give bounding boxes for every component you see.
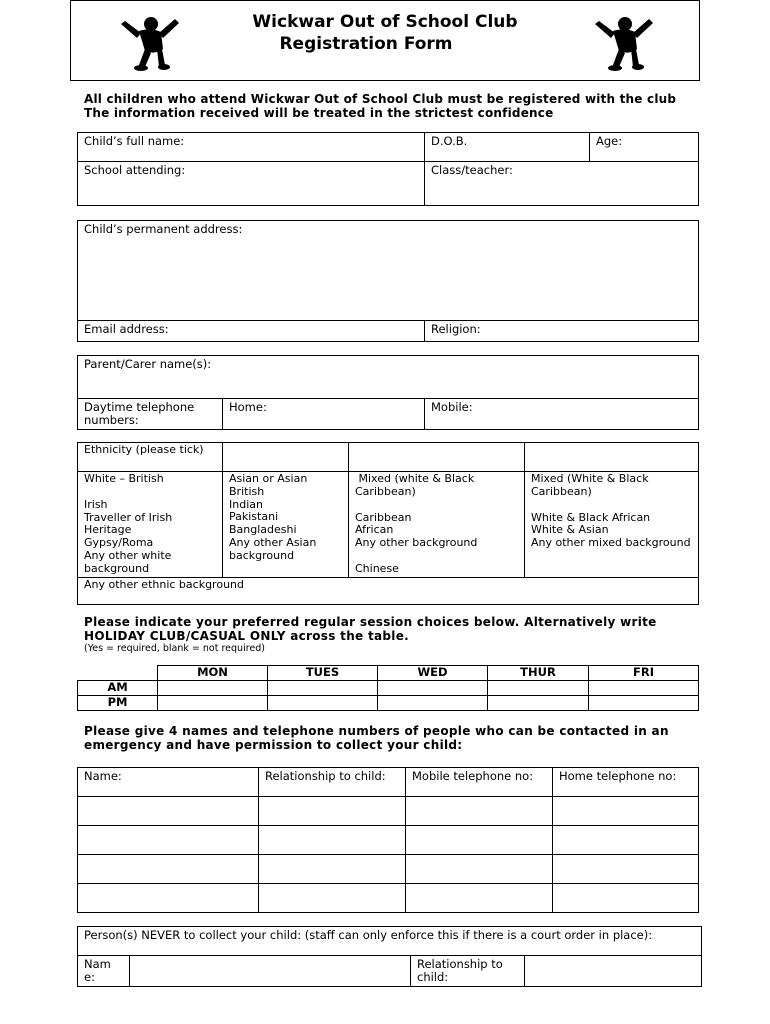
ethnicity-option[interactable]: Any other background	[355, 536, 478, 550]
contact-cell[interactable]	[78, 826, 259, 855]
ethnicity-option[interactable]: White & Asian	[531, 523, 609, 537]
session-cell[interactable]	[488, 681, 589, 696]
dob-field[interactable]: D.O.B.	[425, 133, 590, 162]
contact-cell[interactable]	[259, 884, 406, 913]
ethnicity-spacer	[355, 499, 518, 512]
ethnicity-option[interactable]: Mixed (White & Black Caribbean)	[531, 472, 649, 498]
session-cell[interactable]	[158, 696, 268, 711]
contact-cell[interactable]	[553, 884, 699, 913]
contact-cell[interactable]	[406, 884, 553, 913]
jumping-child-icon	[593, 15, 657, 75]
never-collect-name-field[interactable]	[130, 956, 411, 987]
session-cell[interactable]	[158, 681, 268, 696]
permanent-address-field[interactable]: Child’s permanent address:	[78, 221, 699, 321]
ethnicity-option[interactable]: White – British	[84, 472, 164, 485]
ethnicity-option[interactable]: African	[355, 523, 394, 537]
parent-table	[77, 355, 699, 430]
ethnicity-option[interactable]: Gypsy/Roma	[84, 536, 154, 550]
sessions-heading-line-1: Please indicate your preferred regular session choices below. Alternatively write	[84, 615, 657, 629]
contact-cell[interactable]	[78, 884, 259, 913]
ethnicity-option[interactable]: Irish	[84, 497, 108, 511]
sessions-table	[77, 665, 699, 711]
emergency-heading	[84, 724, 669, 752]
emergency-heading-line-2: emergency and have permission to collect your child:	[84, 738, 463, 752]
ethnicity-option[interactable]: Asian or Asian British	[229, 472, 308, 498]
mobile-phone-field[interactable]: Mobile:	[425, 399, 699, 430]
religion-field[interactable]: Religion:	[425, 321, 699, 342]
contact-col-header: Name:	[78, 768, 259, 797]
contact-cell[interactable]	[553, 797, 699, 826]
contact-col-header: Relationship to child:	[259, 768, 406, 797]
day-header: THUR	[488, 666, 589, 681]
contact-cell[interactable]	[259, 826, 406, 855]
session-cell[interactable]	[589, 681, 699, 696]
session-row-label: AM	[78, 681, 158, 696]
address-table	[77, 220, 699, 342]
ethnicity-option[interactable]: Any other Asian background	[229, 535, 317, 562]
ethnicity-col-3[interactable]	[349, 472, 525, 578]
ethnicity-option[interactable]: Pakistani	[229, 510, 279, 524]
home-phone-field[interactable]: Home:	[223, 399, 425, 430]
ethnicity-option[interactable]: Indian	[229, 497, 263, 511]
ethnicity-other-field[interactable]: Any other ethnic background	[78, 577, 699, 604]
ethnicity-header-blank-2	[349, 443, 525, 472]
email-field[interactable]: Email address:	[78, 321, 425, 342]
sessions-heading	[84, 615, 657, 654]
form-header	[70, 0, 700, 81]
ethnicity-option[interactable]: Any other mixed background	[531, 536, 691, 550]
ethnicity-spacer	[84, 486, 216, 499]
contact-cell[interactable]	[406, 855, 553, 884]
contact-cell[interactable]	[553, 855, 699, 884]
ethnicity-col-2[interactable]	[223, 472, 349, 578]
session-cell[interactable]	[378, 681, 488, 696]
contact-cell[interactable]	[406, 826, 553, 855]
session-cell[interactable]	[268, 681, 378, 696]
contact-cell[interactable]	[78, 797, 259, 826]
intro-text	[84, 92, 676, 120]
ethnicity-option[interactable]: Caribbean	[355, 510, 412, 524]
child-details-table	[77, 132, 699, 206]
session-cell[interactable]	[378, 696, 488, 711]
never-collect-table	[77, 926, 702, 987]
class-teacher-field[interactable]: Class/teacher:	[425, 162, 699, 206]
ethnicity-header-blank-3	[525, 443, 699, 472]
parent-names-field[interactable]: Parent/Carer name(s):	[78, 356, 699, 399]
session-cell[interactable]	[589, 696, 699, 711]
sessions-corner	[78, 666, 158, 681]
ethnicity-option[interactable]: Mixed (white & Black Caribbean)	[355, 472, 478, 498]
ethnicity-col-4[interactable]	[525, 472, 699, 578]
session-cell[interactable]	[488, 696, 589, 711]
contact-col-header: Home telephone no:	[553, 768, 699, 797]
ethnicity-table	[77, 442, 699, 605]
day-header: FRI	[589, 666, 699, 681]
emergency-contacts-table	[77, 767, 699, 913]
never-collect-relationship-label: Relationship to child:	[411, 956, 525, 987]
contact-cell[interactable]	[406, 797, 553, 826]
day-header: TUES	[268, 666, 378, 681]
ethnicity-spacer	[531, 499, 692, 512]
contact-cell[interactable]	[259, 855, 406, 884]
contact-cell[interactable]	[259, 797, 406, 826]
contact-cell[interactable]	[553, 826, 699, 855]
ethnicity-option[interactable]: Traveller of Irish Heritage	[84, 510, 173, 537]
title-line-2: Registration Form	[279, 34, 453, 54]
sessions-heading-line-2: HOLIDAY CLUB/CASUAL ONLY across the table.	[84, 629, 409, 643]
ethnicity-option[interactable]: White & Black African	[531, 510, 651, 524]
child-name-field[interactable]: Child’s full name:	[78, 133, 425, 162]
contact-col-header: Mobile telephone no:	[406, 768, 553, 797]
age-field[interactable]: Age:	[590, 133, 699, 162]
daytime-phone-label: Daytime telephone numbers:	[78, 399, 223, 430]
session-cell[interactable]	[268, 696, 378, 711]
never-collect-name-label: Nam e:	[78, 956, 130, 987]
contact-cell[interactable]	[78, 855, 259, 884]
ethnicity-header-blank-1	[223, 443, 349, 472]
ethnicity-option[interactable]: Chinese	[355, 561, 399, 575]
intro-line-1: All children who attend Wickwar Out of School Club must be registered with the club	[84, 92, 677, 106]
sessions-note: (Yes = required, blank = not required)	[84, 643, 265, 654]
day-header: MON	[158, 666, 268, 681]
ethnicity-col-1[interactable]	[78, 472, 223, 578]
never-collect-label: Person(s) NEVER to collect your child: (staff can only enforce this if there is a court order in place):	[78, 927, 702, 956]
day-header: WED	[378, 666, 488, 681]
never-collect-relationship-field[interactable]	[525, 956, 702, 987]
intro-line-2: The information received will be treated in the strictest confidence	[84, 106, 554, 120]
ethnicity-option[interactable]: Bangladeshi	[229, 523, 297, 537]
ethnicity-option[interactable]: Any other white background	[84, 548, 172, 575]
school-field[interactable]: School attending:	[78, 162, 425, 206]
emergency-heading-line-1: Please give 4 names and telephone numbers of people who can be contacted in an	[84, 724, 669, 738]
title-line-1: Wickwar Out of School Club	[252, 12, 518, 32]
ethnicity-header: Ethnicity (please tick)	[78, 443, 223, 472]
session-row-label: PM	[78, 696, 158, 711]
